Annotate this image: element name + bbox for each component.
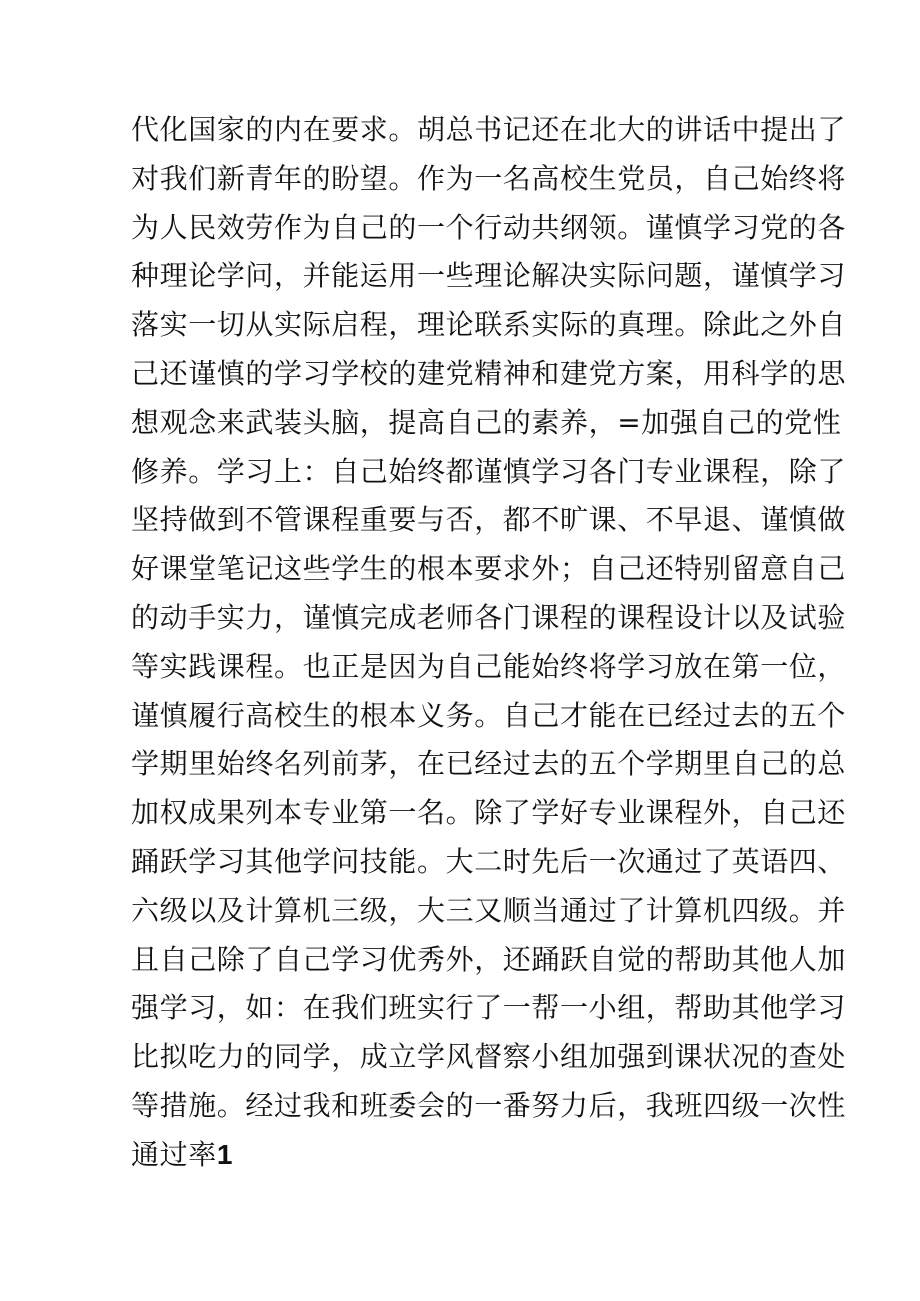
text-line: 落实一切从实际启程，理论联系实际的真理。除此之外自	[131, 308, 847, 342]
text-line: 比拟吃力的同学，成立学风督察小组加强到课状况的查处	[131, 1040, 847, 1074]
text-line: 代化国家的内在要求。胡总书记还在北大的讲话中提出了	[131, 113, 847, 146]
text-line: 踊跃学习其他学问技能。大二时先后一次通过了英语四、	[131, 844, 847, 878]
text-line: 六级以及计算机三级，大三又顺当通过了计算机四级。并	[131, 893, 847, 927]
text-line: 对我们新青年的盼望。作为一名高校生党员，自己始终将	[131, 161, 847, 195]
text-line: 种理论学问，并能运用一些理论解决实际问题，谨慎学习	[131, 259, 847, 293]
text-line-last	[131, 1131, 811, 1180]
text-line: 坚持做到不管课程重要与否，都不旷课、不早退、谨慎做	[131, 503, 847, 537]
text-line: 修养。学习上：自己始终都谨慎学习各门专业课程，除了	[131, 454, 847, 488]
body-text	[131, 106, 847, 1180]
text-line: 学期里始终名列前茅，在已经过去的五个学期里自己的总	[131, 747, 847, 781]
text-line: 等措施。经过我和班委会的一番努力后，我班四级一次性	[131, 1088, 847, 1122]
text-line: 为人民效劳作为自己的一个行动共纲领。谨慎学习党的各	[131, 210, 847, 244]
text-line: 加权成果列本专业第一名。除了学好专业课程外，自己还	[131, 796, 847, 830]
text-line: 且自己除了自己学习优秀外，还踊跃自觉的帮助其他人加	[131, 942, 847, 976]
text-line: 等实践课程。也正是因为自己能始终将学习放在第一位，	[131, 649, 847, 683]
text-line: 谨慎履行高校生的根本义务。自己才能在已经过去的五个	[131, 698, 847, 732]
text-line: 好课堂笔记这些学生的根本要求外；自己还特别留意自己	[131, 552, 847, 586]
text-line: 想观念来武装头脑，提高自己的素养，=加强自己的党性	[131, 405, 842, 439]
last-line-text: 通过率	[131, 1137, 217, 1171]
text-line: 强学习，如：在我们班实行了一帮一小组，帮助其他学习	[131, 991, 847, 1025]
trailing-number: 1	[216, 1138, 233, 1170]
text-line: 己还谨慎的学习学校的建党精神和建党方案，用科学的思	[131, 356, 847, 390]
text-line: 的动手实力，谨慎完成老师各门课程的课程设计以及试验	[131, 600, 847, 634]
